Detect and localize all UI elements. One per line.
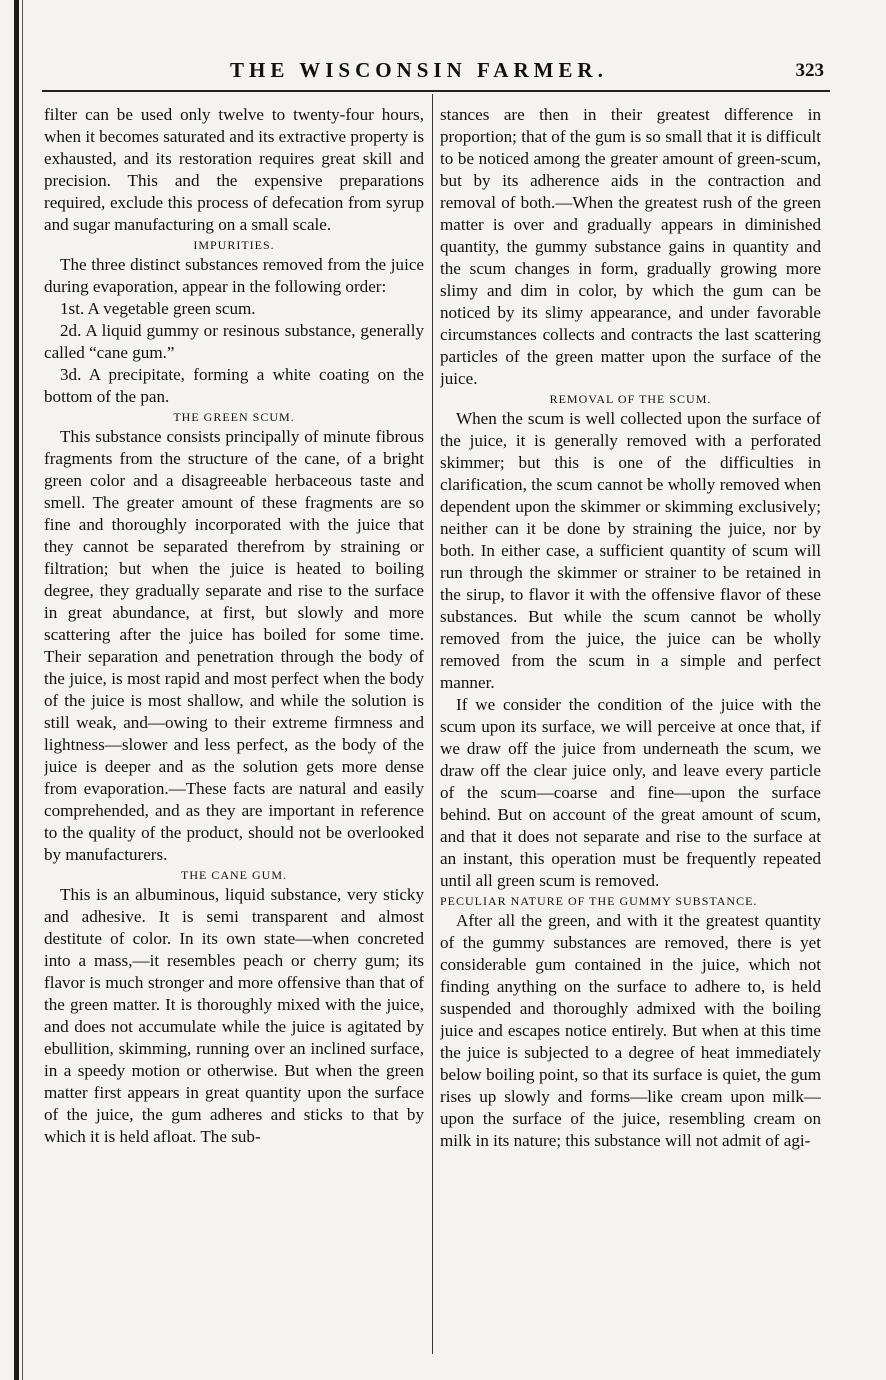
- left-column: [44, 104, 424, 1354]
- paragraph: stances are then in their greatest difference in proportion; that of the gum is so small that it is difficult to be noticed among the greater amount of green-scum, but by its adherence aids in the contraction and removal of both.—When the greatest rush of the green matter is over and gradually appears in diminished quantity, the gummy substance gains in quantity and the scum changes in form, gradually growing more slimy and dim in color, by which the gum can be noticed by its slimy appearance, and under favorable circumstances collects and contracts the last scattering particles of the green matter upon the surface of the juice.: [440, 105, 821, 388]
- section-heading-peculiar-nature: PECULIAR NATURE OF THE GUMMY SUBSTANCE.: [440, 894, 758, 908]
- paragraph: This is an albuminous, liquid substance, very sticky and adhesive. It is semi transparent and almost destitute of color. In its own state—when concreted into a mass,—it resembles peach or cherry gum; its flavor is much stronger and more offensive than that of the green matter. It is thoroughly mixed with the juice, and does not accumulate while the juice is agitated by ebullition, skimming, running over an inclined surface, in a speedy motion or otherwise. But when the green matter first appears in great quantity upon the surface of the juice, the gum adheres and sticks to that by which it is held afloat. The sub-: [44, 885, 424, 1146]
- list-item: 3d. A precipitate, forming a white coating on the bottom of the pan.: [44, 365, 424, 406]
- section-heading-cane-gum: THE CANE GUM.: [181, 868, 287, 882]
- list-item: 2d. A liquid gummy or resinous substance, generally called “cane gum.”: [44, 321, 424, 362]
- paragraph: If we consider the condition of the juice with the scum upon its surface, we will perceive at once that, if we draw off the juice from underneath the scum, we draw off the clear juice only, and leave every particle of the scum—coarse and fine—upon the surface behind. But on account of the great amount of scum, and that it does not separate and rise to the surface at an instant, this operation must be frequently repeated until all green scum is removed.: [440, 695, 821, 890]
- section-heading-impurities: IMPURITIES.: [193, 238, 275, 252]
- column-divider: [432, 94, 433, 1354]
- right-column: [440, 104, 821, 1354]
- binding-edge-line: [22, 0, 23, 1380]
- paragraph: This substance consists principally of minute fibrous fragments from the structure of the cane, of a bright green color and a disagreeable herbaceous taste and smell. The greater amount of these fragments are so fine and thoroughly incorporated with the juice that they cannot be separated therefrom by straining or filtration; but when the juice is heated to boiling degree, they gradually separate and rise to the surface in great abundance, at first, but slowly and more scattering after the juice has boiled for some time. Their separation and penetration through the body of the juice, is most rapid and most perfect when the body of the juice is most shallow, and while the solution is still weak, and—owing to their extreme firmness and lightness—slower and less perfect, as the body of the juice is deeper and as the solution gets more dense from evaporation.—These facts are natural and easily comprehended, and as they are important in reference to the quality of the product, should not be overlooked by manufacturers.: [44, 427, 424, 864]
- header-rule: [42, 90, 830, 92]
- running-title: THE WISCONSIN FARMER.: [230, 58, 608, 82]
- list-item: 1st. A vegetable green scum.: [60, 299, 256, 318]
- binding-edge: [14, 0, 19, 1380]
- section-heading-green-scum: THE GREEN SCUM.: [173, 410, 295, 424]
- paragraph: filter can be used only twelve to twenty-four hours, when it becomes saturated and its extractive property is exhausted, and its restoration requires great skill and precision. This and the expensive preparations required, exclude this process of defecation from syrup and sugar manufacturing on a small scale.: [44, 105, 424, 234]
- paragraph: When the scum is well collected upon the surface of the juice, it is generally removed with a perforated skimmer; but this is one of the difficulties in clarification, the scum cannot be wholly removed when dependent upon the skimmer or skimming exclusively; neither can it be done by straining the juice, nor by both. In either case, a sufficient quantity of scum will run through the skimmer or strainer to be retained in the sirup, to flavor it with the offensive flavor of these substances. But while the scum cannot be wholly removed from the juice, the juice can be wholly removed from the scum in a simple and perfect manner.: [440, 409, 821, 692]
- page-header: [40, 58, 830, 88]
- page-number: 323: [795, 60, 824, 81]
- paragraph: The three distinct substances removed from the juice during evaporation, appear in the following order:: [44, 255, 424, 296]
- section-heading-removal: REMOVAL OF THE SCUM.: [549, 392, 712, 406]
- paragraph: After all the green, and with it the greatest quantity of the gummy substances are removed, there is yet considerable gum contained in the juice, which not finding anything on the surface to adhere to, is held suspended and thoroughly admixed with the boiling juice and escapes notice entirely. But when at this time the juice is subjected to a degree of heat immediately below boiling point, so that its surface is quiet, the gum rises up slowly and forms—like cream upon milk—upon the surface of the juice, resembling cream on milk in its nature; this substance will not admit of agi-: [440, 911, 821, 1150]
